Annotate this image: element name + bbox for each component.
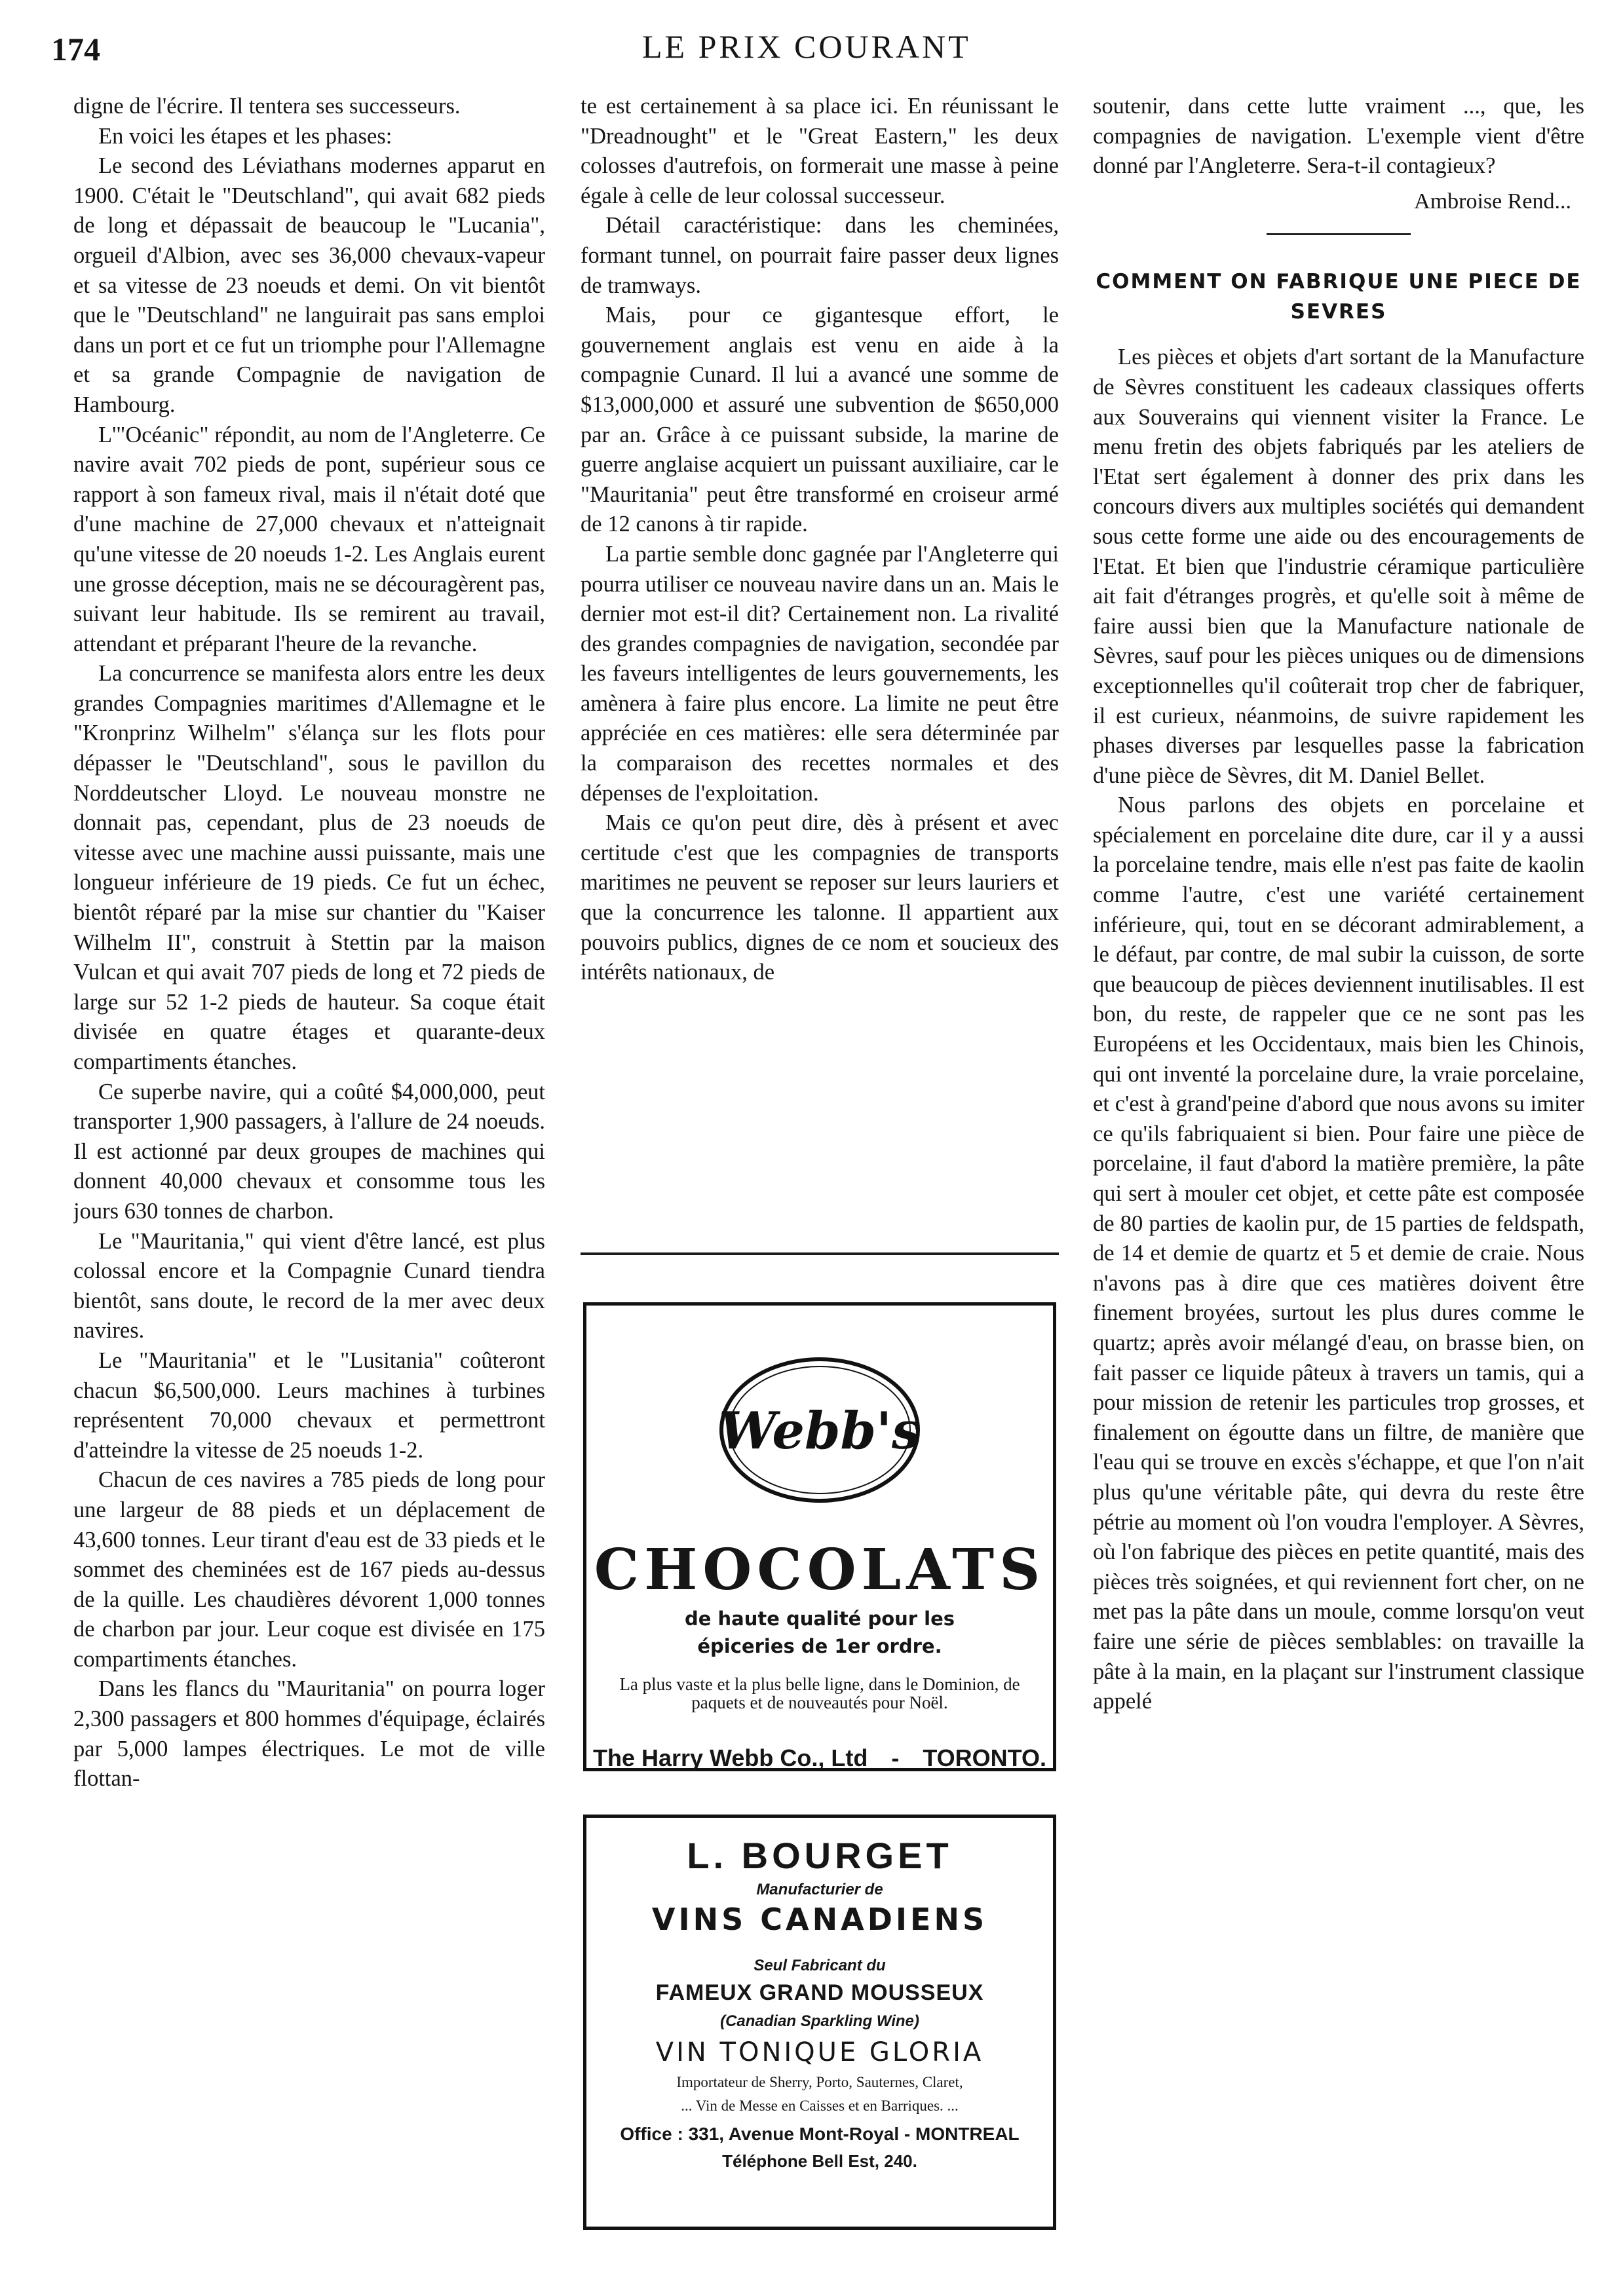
ad-import-line: ... Vin de Messe en Caisses et en Barriques. ... [681,2098,959,2114]
ad-office: Office : 331, Avenue Mont-Royal - MONTREAL [620,2124,1020,2144]
running-head: LE PRIX COURANT [642,28,971,65]
ad-separator: - [891,1744,900,1771]
paragraph: La partie semble donc gagnée par l'Angleterre qui pourra utiliser ce nouveau navire dans un an. Mais le dernier mot est-il dit? Certainement non. La rivalité des grandes compagnies de navigation, secondée par les faveurs intelligentes de leurs gouvernements, les amènera à faire plus encore. La limite ne peut être appréciée en ces matières: elle sera déterminée par la comparaison des recettes normales et des dépenses de l'exploitation. [581,541,1059,806]
paragraph: digne de l'écrire. Il tentera ses successeurs. [73,94,461,119]
column-divider [581,1252,1059,1255]
webb-logo-oval [712,1351,928,1509]
paragraph: Les pièces et objets d'art sortant de la Manufacture de Sèvres constituent les cadeaux classiques offerts aux Souverains qui viennent visiter la France. Le menu fretin des objets fabriqués par les ateliers de l'Etat sert également à donner des prix dans les concours divers aux multiples sociétés qui demandent sous cette forme une aide ou des encouragements de l'Etat. Et bien que l'industrie céramique particulière ait fait d'étranges progrès, et qu'elle soit à même de faire aussi bien que la Manufacture nationale de Sèvres, sauf pour les pièces uniques ou de dimensions exceptionnelles qu'il coûterait trop cher de fabriquer, il est curieux, néanmoins, de suivre rapidement les phases diverses par lesquelles passe la fabrication d'une pièce de Sèvres, dit M. Daniel Bellet. [1093,345,1584,788]
paragraph: Le "Mauritania" et le "Lusitania" coûteront chacun $6,500,000. Leurs machines à turbines représentent 70,000 chevaux et permettront d'atteindre la vitesse de 25 noeuds 1-2. [73,1347,545,1463]
column-2 [581,92,1059,1232]
section-rule [1267,233,1411,235]
ad-product: VINS CANADIENS [651,1902,988,1937]
webb-logo-text: Webb's [719,1401,921,1461]
advertisement-bourget-vins [583,1815,1056,2230]
ad-phone: Téléphone Bell Est, 240. [722,2151,917,2171]
column-1 [73,92,545,2280]
ad-footer [586,1744,1053,1772]
paragraph: Le "Mauritania," qui vient d'être lancé, est plus colossal encore et la Compagnie Cunard tiendra bientôt, sans doute, le record de la mer avec deux navires. [73,1228,545,1344]
article-title: COMMENT ON FABRIQUE UNE PIECE DE SEVRES [1096,270,1582,324]
paragraph: Le second des Léviathans modernes apparut en 1900. C'était le "Deutschland", qui avait 682 pieds de long et dépassait de beaucoup le "Lucania", orgueil d'Albion, avec ses 36,000 chevaux-vapeur et sa vitesse de 23 noeuds et demi. On vit bientôt que le "Deutschland" ne languirait pas sans emploi dans un port et ce fut un triomphe pour l'Allemagne et sa grande Compagnie de navigation de Hambourg. [73,153,545,417]
paragraph: Nous parlons des objets en porcelaine et spécialement en porcelaine dite dure, car il y a aussi la porcelaine tendre, mais elle n'est pas faite de kaolin comme l'autre, c'est une variété certainement inférieure, qui, tout en se décorant admirablement, a le défaut, par contre, de mal subir la cuisson, de sorte que beaucoup de pièces deviennent inutilisables. Il est bon, du reste, de rappeler que ce ne sont pas les Européens et les Occidentaux, mais bien les Chinois, qui ont inventé la porcelaine dure, la vraie porcelaine, et c'est à grand'peine d'abord que nous avons su imiter ce qu'ils fabriquaient si bien. Pour faire une pièce de porcelaine, il faut d'abord la matière première, la pâte qui sert à mouler cet objet, et cette pâte est composée de 80 parties de kaolin pur, de 15 parties de feldspath, de 14 et demie de quartz et 5 et demie de craie. Nous n'avons pas à dire que ces matières doivent être finement broyées, surtout les plus dures comme le quartz; après avoir mélangé d'eau, on brasse bien, on fait passer ce liquide pâteux à travers un tamis, qui a pour mission de retenir les particules trop grosses, et finalement on égoutte dans un filtre, de manière que l'eau qui se trouve en excès s'échappe, et que l'on n'ait plus qu'une véritable pâte, qui devra du reste être pétrie au moment où l'on voudra l'employer. A Sèvres, où l'on fabrique des pièces en petite quantité, mais des pièces très soignées, et qui reviennent fort cher, on ne met pas la pâte dans un moule, comme lorsqu'on veut faire une série de pièces semblables: on travaille la pâte à la main, en la plaçant sur l'instrument classique appelé [1093,793,1584,1714]
ad-tonic: VIN TONIQUE GLORIA [655,2037,984,2067]
ad-company: The Harry Webb Co., Ltd [592,1744,868,1771]
paragraph: te est certainement à sa place ici. En réunissant le "Dreadnought" et le "Great Eastern," les deux colosses d'autrefois, on formerait une masse à peine égale à celle de leur colossal successeur. [581,94,1059,208]
paragraph: Dans les flancs du "Mauritania" on pourra loger 2,300 passagers et 800 hommes d'équipage, éclairés par 5,000 lampes électriques. Le mot de ville flottan- [73,1676,545,1792]
ad-headline: CHOCOLATS [594,1537,1046,1603]
paragraph: Détail caractéristique: dans les cheminées, formant tunnel, on pourrait faire passer deux lignes de tramways. [581,213,1059,298]
paragraph: L'"Océanic" répondit, au nom de l'Angleterre. Ce navire avait 702 pieds de pont, supérieur sous ce rapport à son fameux rival, mais il n'était doté que d'une machine de 27,000 chevaux et n'atteignait qu'une vitesse de 20 noeuds 1-2. Les Anglais eurent une grosse déception, mais ne se découragèrent pas, suivant leur habitude. Ils se remirent au travail, attendant et préparant l'heure de la revanche. [73,422,545,656]
webb-logo [712,1351,928,1509]
page-number: 174 [51,31,100,67]
advertisement-webb-chocolats [583,1302,1056,1771]
ad-subline: de haute qualité pour les [684,1608,955,1630]
ad-famous-product: FAMEUX GRAND MOUSSEUX [655,1980,984,2005]
ad-name: L. BOURGET [687,1835,953,1876]
column-3 [1093,92,1584,2280]
ad-import-line: Importateur de Sherry, Porto, Sauternes, Claret, [676,2074,963,2090]
article-signature: Ambroise Rend... [1414,189,1571,214]
ad-city: TORONTO. [923,1744,1047,1771]
paragraph: Chacun de ces navires a 785 pieds de long pour une largeur de 88 pieds et un déplacement de 43,600 tonnes. Leur tirant d'eau est de 33 pieds et le sommet des cheminées est de 167 pieds au-dessus de la quille. Les chaudières dévorent 1,000 tonnes de charbon par jour. Leur coque est divisée en 175 compartiments étanches. [73,1467,545,1672]
paragraph: La concurrence se manifesta alors entre les deux grandes Compagnies maritimes d'Allemagne et le "Kronprinz Wilhelm" s'élança sur les flots pour dépasser le "Deutschland", sous le pavillon du Norddeutscher Lloyd. Le nouveau monstre ne donnait pas, cependant, plus de 23 noeuds de vitesse avec une machine aussi puissante, mais une longueur inférieure de 19 pieds. Ce fut un échec, bientôt réparé par la mise sur chantier du "Kaiser Wilhelm II", construit à Stettin par la maison Vulcan et qui avait 707 pieds de long et 72 pieds de large sur 52 1-2 pieds de hauteur. Sa coque était divisée en quatre étages et quarante-deux compartiments étanches. [73,661,545,1074]
paragraph: En voici les étapes et les phases: [98,123,392,149]
ad-maker: Manufacturier de [756,1881,883,1898]
ad-description: La plus vaste et la plus belle ligne, dans le Dominion, de paquets et de nouveautés pour Noël. [619,1674,1020,1712]
paragraph: Mais ce qu'on peut dire, dès à présent et avec certitude c'est que les compagnies de transports maritimes ne peuvent se reposer sur leurs lauriers et que la concurrence les talonne. Il appartient aux pouvoirs publics, dignes de ce nom et soucieux des intérêts nationaux, de [581,810,1059,985]
paragraph: Mais, pour ce gigantesque effort, le gouvernement anglais est venu en aide à la compagnie Cunard. Il lui a avancé une somme de $13,000,000 et assuré une subvention de $650,000 par an. Grâce à ce puissant subside, la marine de guerre anglaise acquiert un puissant auxiliaire, car le "Mauritania" peut être transformé en croiseur armé de 12 canons à tir rapide. [581,303,1059,537]
paragraph: Ce superbe navire, qui a coûté $4,000,000, peut transporter 1,900 passagers, à l'allure de 24 noeuds. Il est actionné par deux groupes de machines qui donnent 40,000 chevaux et consomme tous les jours 630 tonnes de charbon. [73,1079,545,1224]
ad-product-english: (Canadian Sparkling Wine) [720,2012,919,2030]
ad-subline: épiceries de 1er ordre. [697,1635,942,1657]
paragraph: soutenir, dans cette lutte vraiment ..., que, les compagnies de navigation. L'exemple vient d'être donné par l'Angleterre. Sera-t-il contagieux? [1093,94,1584,179]
ad-sole-maker: Seul Fabricant du [754,1957,886,1974]
